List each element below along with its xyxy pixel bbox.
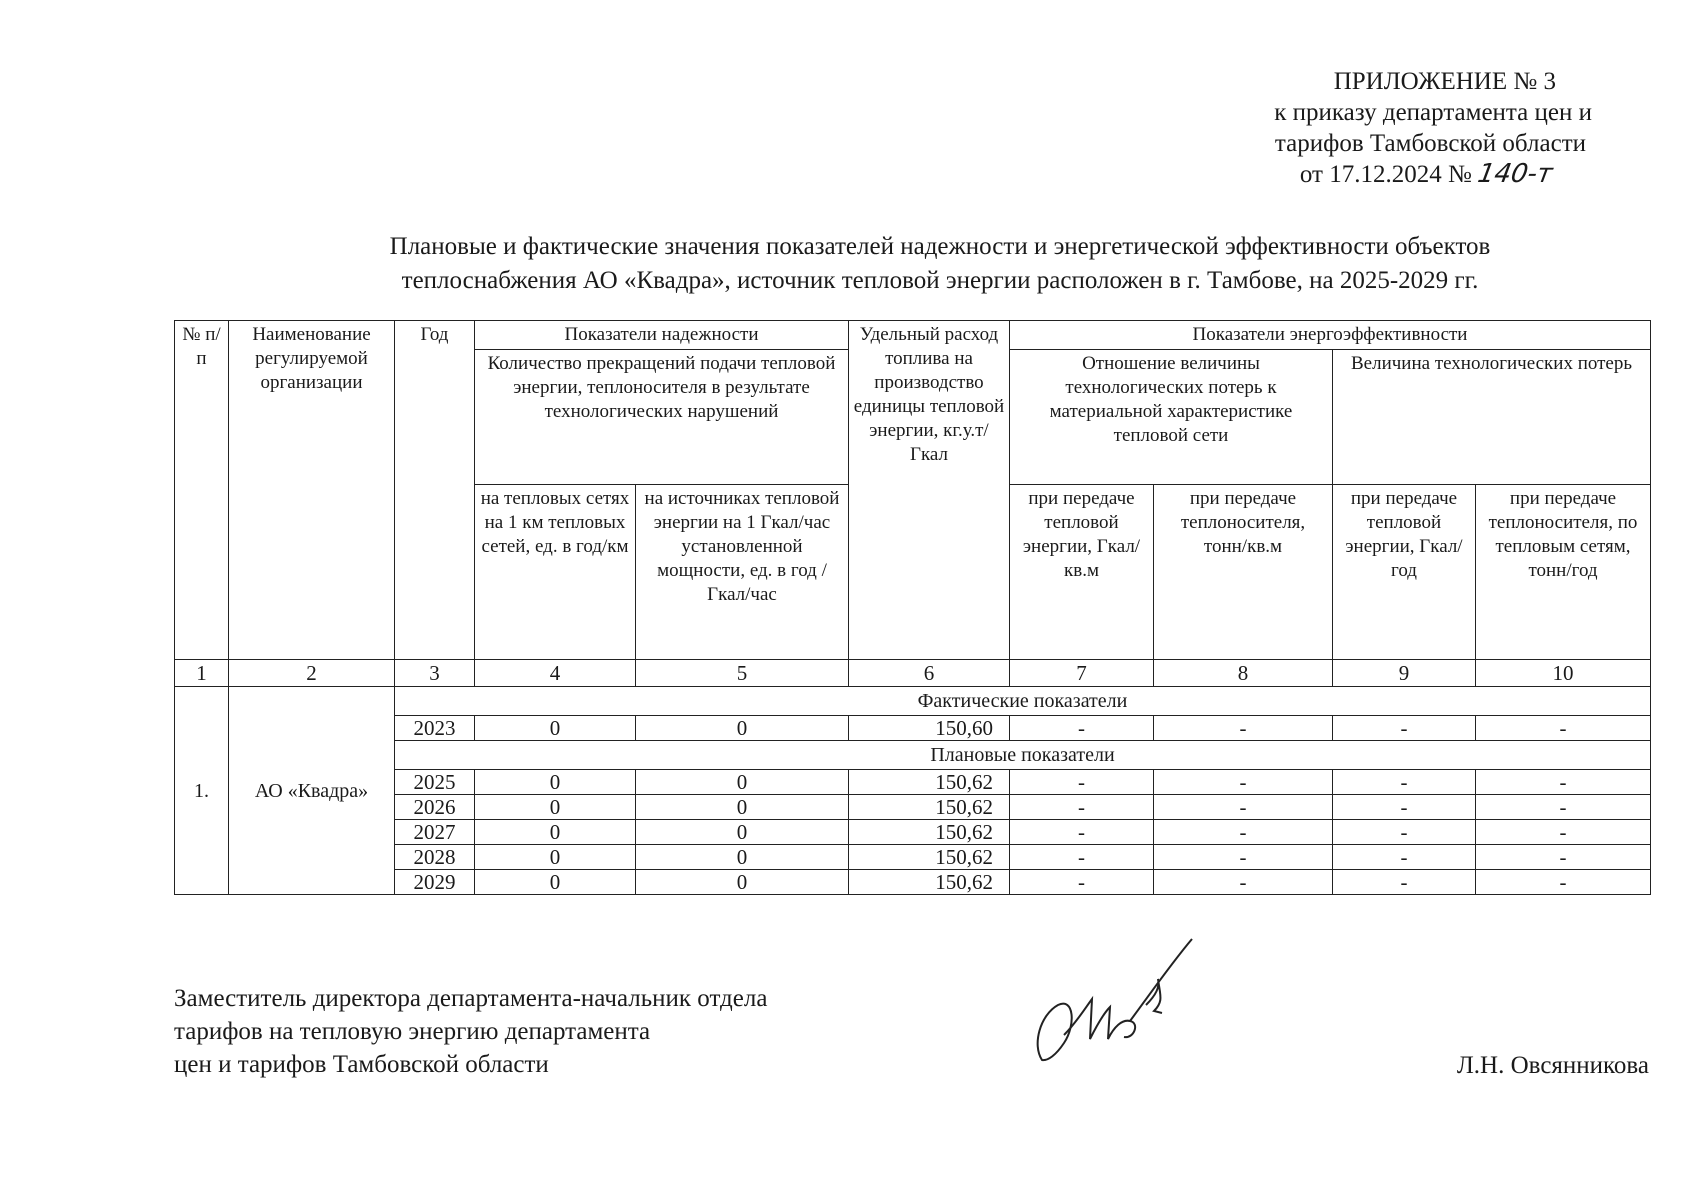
header-stoppages: Количество прекращений подачи тепловой энергии, теплоносителя в результате технологических нарушений [475,350,849,485]
ratio-carrier-cell: - [1154,870,1333,895]
networks-cell: 0 [475,795,636,820]
appendix-date: от 17.12.2024 № [1299,161,1472,188]
table-row [175,770,1651,795]
appendix-title: ПРИЛОЖЕНИЕ № 3 [1333,68,1556,95]
appendix-line-order: к приказу департамента цен и [1274,99,1592,126]
year-cell: 2027 [395,820,475,845]
column-number-5: 5 [636,660,849,687]
ratio-carrier-cell: - [1154,845,1333,870]
column-number-10: 10 [1476,660,1651,687]
losses-carrier-cell: - [1476,716,1651,741]
losses-heat-cell: - [1333,716,1476,741]
handwritten-order-number: 140-т [1475,159,1555,189]
table-row [175,716,1651,741]
fuel-cell: 150,62 [849,795,1010,820]
year-cell: 2023 [395,716,475,741]
header-row-1 [175,321,1651,350]
indicators-table [174,320,1651,895]
header-ratio: Отношение величины технологических потерь к материальной характеристике тепловой сети [1010,350,1333,485]
header-efficiency: Показатели энергоэффективности [1010,321,1651,350]
year-cell: 2028 [395,845,475,870]
ratio-carrier-cell: - [1154,716,1333,741]
ratio-carrier-cell: - [1154,770,1333,795]
fuel-cell: 150,60 [849,716,1010,741]
column-number-7: 7 [1010,660,1154,687]
actual-section-label: Фактические показатели [395,687,1651,716]
column-number-3: 3 [395,660,475,687]
document-title-line-2: теплоснабжения АО «Квадра», источник тепловой энергии расположен в г. Тамбове, на 2025-2029 гг. [401,267,1479,294]
ratio-carrier-cell: - [1154,795,1333,820]
header-sources: на источниках тепловой энергии на 1 Гкал/час установленной мощности, ед. в год /Гкал/час [636,485,849,660]
planned-section-label: Плановые показатели [395,741,1651,770]
handwritten-signature [1030,935,1215,1075]
ratio-heat-cell: - [1010,820,1154,845]
ratio-heat-cell: - [1010,795,1154,820]
ratio-carrier-cell: - [1154,820,1333,845]
losses-carrier-cell: - [1476,845,1651,870]
header-networks: на тепловых сетях на 1 км тепловых сетей, ед. в год/км [475,485,636,660]
header-ratio-heat: при передаче тепловой энергии, Гкал/кв.м [1010,485,1154,660]
column-number-4: 4 [475,660,636,687]
planned-section-row [175,741,1651,770]
fuel-cell: 150,62 [849,870,1010,895]
ratio-heat-cell: - [1010,870,1154,895]
ratio-heat-cell: - [1010,845,1154,870]
ratio-heat-cell: - [1010,716,1154,741]
table-row [175,870,1651,895]
year-cell: 2025 [395,770,475,795]
fuel-cell: 150,62 [849,845,1010,870]
sources-cell: 0 [636,820,849,845]
sources-cell: 0 [636,845,849,870]
column-number-1: 1 [175,660,229,687]
document-title [270,230,1610,298]
header-ratio-carrier: при передаче теплоносителя, тонн/кв.м [1154,485,1333,660]
signature-position-line-3: цен и тарифов Тамбовской области [174,1051,549,1078]
header-org: Наименование регулируемой организации [229,321,395,660]
column-number-9: 9 [1333,660,1476,687]
header-losses-carrier: при передаче теплоносителя, по тепловым сетям, тонн/год [1476,485,1651,660]
organization-name: АО «Квадра» [229,687,395,895]
header-losses-heat: при передаче тепловой энергии, Гкал/год [1333,485,1476,660]
table-row [175,845,1651,870]
losses-carrier-cell: - [1476,795,1651,820]
actual-section-row [175,687,1651,716]
row-number: 1. [175,687,229,895]
networks-cell: 0 [475,845,636,870]
signature-position [174,982,767,1081]
column-number-2: 2 [229,660,395,687]
appendix-line-department: тарифов Тамбовской области [1274,130,1586,157]
losses-heat-cell: - [1333,845,1476,870]
sources-cell: 0 [636,795,849,820]
losses-carrier-cell: - [1476,820,1651,845]
losses-carrier-cell: - [1476,870,1651,895]
header-num: № п/п [175,321,229,660]
networks-cell: 0 [475,716,636,741]
appendix-line-date [1274,159,1592,190]
header-fuel: Удельный расход топлива на производство единицы тепловой энергии, кг.у.т/Гкал [849,321,1010,660]
sources-cell: 0 [636,870,849,895]
sources-cell: 0 [636,716,849,741]
ratio-heat-cell: - [1010,770,1154,795]
networks-cell: 0 [475,770,636,795]
losses-carrier-cell: - [1476,770,1651,795]
column-number-6: 6 [849,660,1010,687]
losses-heat-cell: - [1333,820,1476,845]
header-losses: Величина технологических потерь [1333,350,1651,485]
signature-position-line-1: Заместитель директора департамента-начальник отдела [174,985,768,1012]
fuel-cell: 150,62 [849,770,1010,795]
losses-heat-cell: - [1333,795,1476,820]
year-cell: 2026 [395,795,475,820]
losses-heat-cell: - [1333,770,1476,795]
column-number-row [175,660,1651,687]
networks-cell: 0 [475,820,636,845]
table-row [175,795,1651,820]
header-reliability: Показатели надежности [475,321,849,350]
losses-heat-cell: - [1333,870,1476,895]
document-title-line-1: Плановые и фактические значения показателей надежности и энергетической эффективности объектов [389,233,1491,260]
appendix-header [1274,66,1592,190]
signer-name: Л.Н. Овсянникова [1456,1052,1649,1079]
fuel-cell: 150,62 [849,820,1010,845]
column-number-8: 8 [1154,660,1333,687]
year-cell: 2029 [395,870,475,895]
header-year: Год [395,321,475,660]
networks-cell: 0 [475,870,636,895]
sources-cell: 0 [636,770,849,795]
signature-position-line-2: тарифов на тепловую энергию департамента [174,1018,651,1045]
table-row [175,820,1651,845]
